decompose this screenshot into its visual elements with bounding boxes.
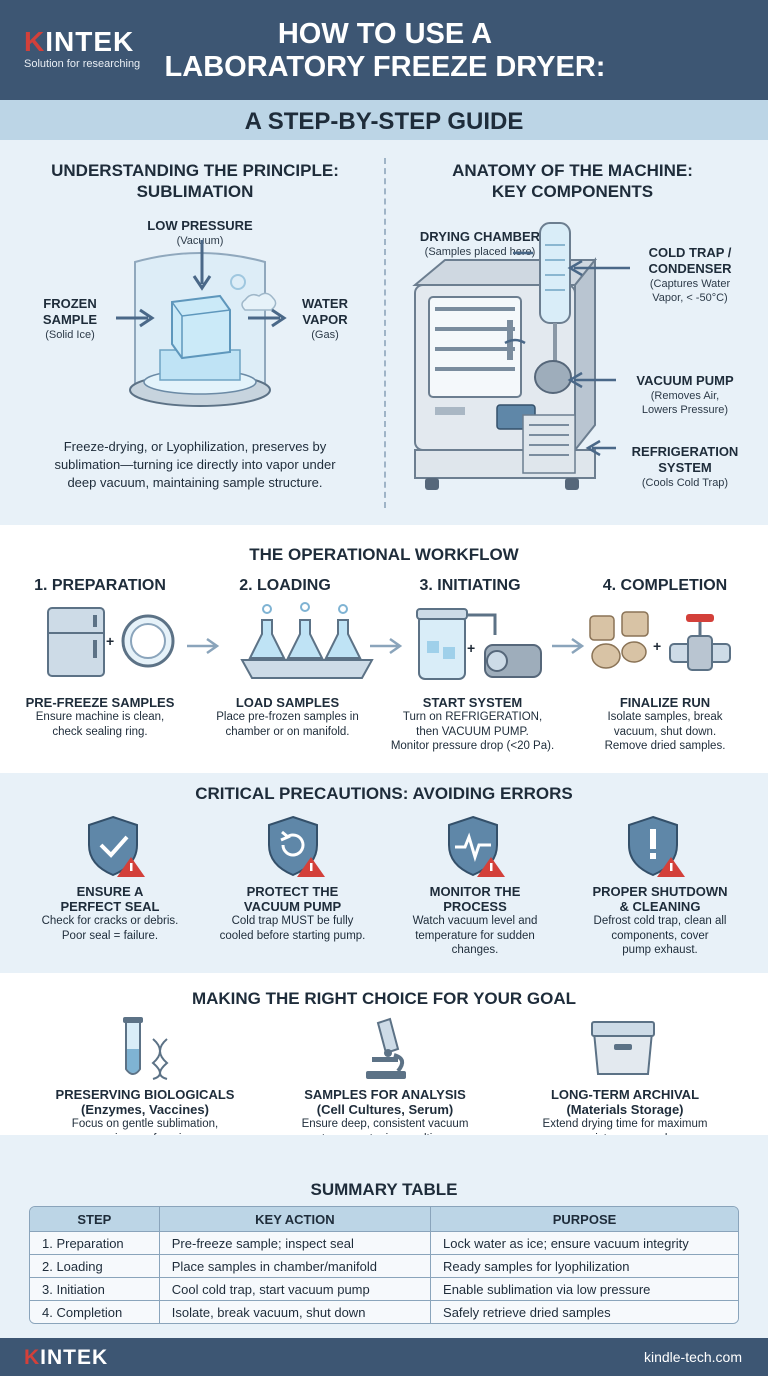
precaution-1-title-2: PERFECT SEAL <box>60 899 160 914</box>
table-cell: 4. Completion <box>30 1300 160 1323</box>
precaution-3-desc-1: Watch vacuum level and <box>412 915 538 927</box>
step-1-desc-2: check sealing ring. <box>52 725 148 738</box>
step-1-desc-1: Ensure machine is clean, <box>35 711 165 723</box>
choice-1-title-2: (Enzymes, Vaccines) <box>81 1102 209 1117</box>
precaution-3-desc-3: changes. <box>451 944 499 956</box>
step-3-title: 3. INITIATING <box>419 577 521 594</box>
precaution-4-title-2: & CLEANING <box>619 899 701 914</box>
step-3-head: START SYSTEM <box>422 695 523 710</box>
step-1-title: 1. PREPARATION <box>34 577 166 594</box>
footer-url-link[interactable]: kindle-tech.com <box>643 1349 742 1365</box>
pointer-arrow <box>560 370 620 390</box>
table-cell: Isolate, break vacuum, shut down <box>160 1300 431 1323</box>
step-2-desc-1: Place pre-frozen samples in <box>216 711 359 723</box>
column-header-purpose: PURPOSE <box>431 1207 738 1231</box>
table-cell: Place samples in chamber/manifold <box>160 1254 431 1277</box>
step-4-desc-2: vacuum, shut down. <box>613 725 717 738</box>
table-cell: 3. Initiation <box>30 1277 160 1300</box>
summary-table <box>29 1206 739 1324</box>
step-2-description <box>200 695 375 739</box>
tagline: Solution for researching <box>24 58 141 70</box>
workflow-heading: THE OPERATIONAL WORKFLOW <box>249 545 519 564</box>
principle-heading-line-1: UNDERSTANDING THE PRINCIPLE: <box>51 161 339 180</box>
pointer-arrow <box>580 438 620 458</box>
step-4-head: FINALIZE RUN <box>619 695 711 710</box>
step-2-desc-2: chamber or on manifold. <box>225 725 350 738</box>
logo-k: K <box>24 26 46 57</box>
vacuum-text: (Vacuum) <box>176 235 224 247</box>
choice-3-desc-1: Extend drying time for maximum <box>542 1118 708 1130</box>
precaution-1 <box>20 884 200 943</box>
cold-trap-pump-icon <box>415 605 550 685</box>
water-line-2: VAPOR <box>302 312 348 327</box>
plus-sign: + <box>653 638 662 654</box>
table-cell: Ready samples for lyophilization <box>431 1254 738 1277</box>
table-cell: 2. Loading <box>30 1254 160 1277</box>
table-cell: Safely retrieve dried samples <box>431 1300 738 1323</box>
logo-rest: INTEK <box>45 26 135 57</box>
arrow-right-icon <box>368 636 408 656</box>
step-1-description <box>15 695 185 739</box>
precaution-4 <box>565 884 755 958</box>
step-2-head: LOAD SAMPLES <box>235 695 340 710</box>
title-line-1: HOW TO USE A <box>277 18 493 50</box>
choice-2-title-2: (Cell Cultures, Serum) <box>316 1102 454 1117</box>
sublimation-illustration <box>110 240 290 420</box>
table-row <box>30 1254 738 1277</box>
trap-line-1: COLD TRAP / <box>648 245 732 260</box>
precaution-2 <box>200 884 385 943</box>
trap-line-2: CONDENSER <box>648 261 732 276</box>
table-row <box>30 1231 738 1254</box>
precaution-1-title-1: ENSURE A <box>76 884 144 899</box>
table-cell: Enable sublimation via low pressure <box>431 1277 738 1300</box>
pump-sub-1: (Removes Air, <box>650 390 720 402</box>
choice-heading: MAKING THE RIGHT CHOICE FOR YOUR GOAL <box>191 989 577 1008</box>
title-line-2: LABORATORY FREEZE DRYER: <box>164 51 606 83</box>
choice-2-desc-1: Ensure deep, consistent vacuum <box>301 1118 469 1130</box>
refrig-line-2: SYSTEM <box>658 460 712 475</box>
principle-desc-line-2: sublimation—turning ice directly into vapor under <box>54 457 336 472</box>
footer-logo-k: K <box>24 1346 41 1369</box>
shield-alert-warning-icon <box>625 815 689 879</box>
table-row <box>30 1277 738 1300</box>
precaution-4-title-1: PROPER SHUTDOWN <box>592 884 728 899</box>
anatomy-heading-line-1: ANATOMY OF THE MACHINE: <box>452 161 693 180</box>
choice-1-title-1: PRESERVING BIOLOGICALS <box>55 1087 235 1102</box>
precautions-heading: CRITICAL PRECAUTIONS: AVOIDING ERRORS <box>195 784 573 803</box>
principle-heading <box>20 160 370 202</box>
table-header-row <box>30 1207 738 1231</box>
page-subtitle: A STEP-BY-STEP GUIDE <box>244 108 524 135</box>
frozen-line-1: FROZEN <box>43 296 97 311</box>
page-title <box>150 18 620 84</box>
precaution-4-desc-2: components, cover <box>611 929 709 942</box>
vacuum-pump-label <box>620 373 750 417</box>
arrow-right-icon <box>185 636 225 656</box>
arrow-right-icon <box>550 636 590 656</box>
gas-text: (Gas) <box>311 329 339 341</box>
chamber-text: DRYING CHAMBER <box>419 229 541 244</box>
table-row <box>30 1300 738 1323</box>
principle-heading-line-2: SUBLIMATION <box>136 182 254 201</box>
plus-sign: + <box>106 633 115 649</box>
frozen-sample-label <box>30 296 110 342</box>
water-vapor-label <box>285 296 365 342</box>
column-header-key-action: KEY ACTION <box>160 1207 431 1231</box>
precaution-4-desc-1: Defrost cold trap, clean all <box>593 915 727 927</box>
step-4-desc-3: Remove dried samples. <box>604 740 726 752</box>
step-4-title: 4. COMPLETION <box>602 577 728 594</box>
principle-desc-line-1: Freeze-drying, or Lyophilization, preserves by <box>63 439 327 454</box>
table-cell: Lock water as ice; ensure vacuum integrity <box>431 1231 738 1254</box>
table-cell: 1. Preparation <box>30 1231 160 1254</box>
principle-description <box>15 438 375 492</box>
step-3-description <box>385 695 560 754</box>
precaution-2-desc-1: Cold trap MUST be fully <box>231 915 354 927</box>
summary-heading: SUMMARY TABLE <box>310 1180 458 1199</box>
kintek-logo <box>24 26 134 58</box>
pump-sub-2: Lowers Pressure) <box>641 404 729 416</box>
pointer-arrow <box>560 258 635 278</box>
precaution-2-title-2: VACUUM PUMP <box>243 899 342 914</box>
choice-1-desc-1: Focus on gentle sublimation, <box>71 1118 219 1130</box>
refrig-line-1: REFRIGERATION <box>631 444 739 459</box>
table-cell: Pre-freeze sample; inspect seal <box>160 1231 431 1254</box>
principle-desc-line-3: deep vacuum, maintaining sample structure. <box>67 475 323 490</box>
choice-3-title-2: (Materials Storage) <box>566 1102 684 1117</box>
water-line-1: WATER <box>302 296 348 311</box>
step-1-head: PRE-FREEZE SAMPLES <box>25 695 175 710</box>
precaution-4-desc-3: pump exhaust. <box>622 944 698 956</box>
microscope-icon <box>358 1015 414 1081</box>
plus-sign: + <box>467 640 476 656</box>
step-2-title: 2. LOADING <box>239 577 331 594</box>
shield-pulse-warning-icon <box>445 815 509 879</box>
precaution-1-desc-1: Check for cracks or debris. <box>41 915 179 927</box>
cold-trap-label <box>630 245 750 305</box>
precaution-3-title-1: MONITOR THE <box>429 884 521 899</box>
arrow-right-icon <box>246 307 290 329</box>
storage-box-icon <box>590 1018 656 1078</box>
summary-table-wrapper <box>29 1206 739 1324</box>
precaution-3-title-2: PROCESS <box>443 899 507 914</box>
section-divider <box>384 158 386 508</box>
chamber-sub-text: (Samples placed here) <box>424 246 536 258</box>
shield-refresh-warning-icon <box>265 815 329 879</box>
solid-ice-text: (Solid Ice) <box>45 329 95 341</box>
anatomy-heading-line-2: KEY COMPONENTS <box>491 182 654 201</box>
shield-check-warning-icon <box>85 815 149 879</box>
frozen-line-2: SAMPLE <box>42 312 98 327</box>
trap-sub-2: Vapor, < -50°C) <box>652 292 728 304</box>
choice-2-title-1: SAMPLES FOR ANALYSIS <box>304 1087 466 1102</box>
step-4-description <box>575 695 755 754</box>
column-header-step: STEP <box>30 1207 160 1231</box>
low-pressure-text: LOW PRESSURE <box>147 218 253 233</box>
test-tube-dna-icon <box>115 1015 175 1081</box>
refrigeration-label <box>615 444 755 490</box>
refrig-sub-text: (Cools Cold Trap) <box>641 477 729 489</box>
footer-logo <box>24 1346 108 1370</box>
sample-flasks-icon <box>240 600 375 680</box>
pump-text: VACUUM PUMP <box>636 373 734 388</box>
arrow-right-icon <box>114 307 158 329</box>
trap-sub-1: (Captures Water <box>649 278 731 290</box>
table-cell: Cool cold trap, start vacuum pump <box>160 1277 431 1300</box>
footer-logo-rest: INTEK <box>40 1346 109 1369</box>
precaution-3-desc-2: temperature for sudden <box>415 929 535 942</box>
step-3-desc-2: then VACUUM PUMP. <box>416 725 529 738</box>
step-4-desc-1: Isolate samples, break <box>607 711 723 723</box>
anatomy-heading <box>395 160 750 202</box>
step-3-desc-3: Monitor pressure drop (<20 Pa). <box>390 740 555 752</box>
choice-3-title-1: LONG-TERM ARCHIVAL <box>550 1087 700 1102</box>
precaution-2-desc-2: cooled before starting pump. <box>219 929 366 942</box>
precaution-3 <box>385 884 565 958</box>
precaution-2-title-1: PROTECT THE <box>246 884 339 899</box>
step-3-desc-1: Turn on REFRIGERATION, <box>402 711 543 723</box>
precaution-1-desc-2: Poor seal = failure. <box>61 929 159 942</box>
